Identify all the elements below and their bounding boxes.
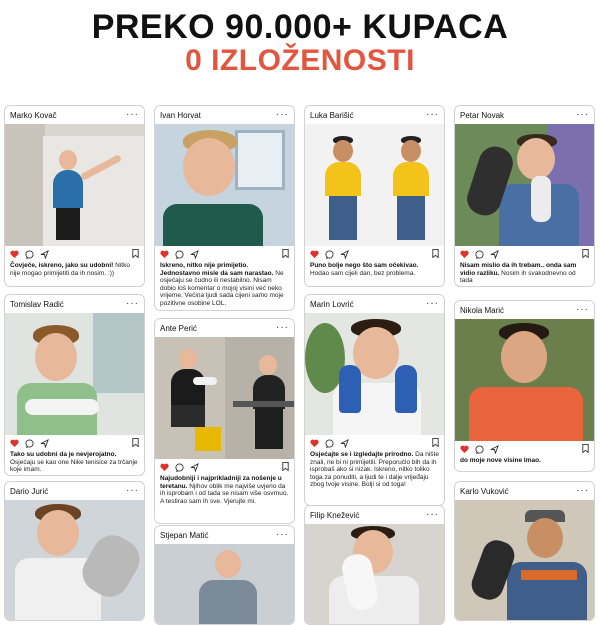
comment-icon[interactable]	[175, 463, 184, 472]
caption-highlight: Iskreno, nitko nije primijetio. Jednostavno misle da sam narastao.	[160, 262, 274, 277]
post-caption	[455, 457, 594, 469]
post-card[interactable]	[454, 300, 595, 472]
caption-highlight: Čovječe, iskreno, jako su udobni!	[10, 262, 114, 269]
post-actions	[455, 246, 594, 262]
post-username[interactable]: Karlo Vuković	[460, 486, 509, 496]
caption-text: Hodao sam cijeli dan, bez problema.	[310, 269, 416, 277]
share-icon[interactable]	[490, 445, 499, 454]
post-username[interactable]: Filip Knežević	[310, 510, 360, 520]
bookmark-icon[interactable]	[582, 249, 589, 258]
more-icon[interactable]: ···	[576, 304, 589, 315]
more-icon[interactable]: ···	[426, 298, 439, 309]
post-username[interactable]: Ivan Horvat	[160, 110, 201, 120]
post-username[interactable]: Nikola Marić	[460, 305, 505, 315]
post-card[interactable]	[4, 481, 145, 621]
post-caption	[305, 262, 444, 281]
post-caption	[5, 262, 144, 281]
post-card[interactable]	[4, 294, 145, 476]
caption-text: Osjećaju se kao one Nike tenisice za trčanje koje imam.	[10, 458, 138, 474]
post-username[interactable]: Marin Lovrić	[310, 299, 354, 309]
heart-icon[interactable]	[10, 439, 19, 447]
more-icon[interactable]: ···	[276, 322, 289, 333]
post-card[interactable]	[304, 505, 445, 625]
post-card[interactable]	[154, 105, 295, 311]
post-photo	[455, 124, 595, 246]
share-icon[interactable]	[190, 463, 199, 472]
more-icon[interactable]: ···	[126, 298, 139, 309]
post-photo	[305, 524, 445, 625]
post-username[interactable]: Tomislav Radić	[10, 299, 64, 309]
share-icon[interactable]	[340, 439, 349, 448]
caption-highlight: Puno bolje nego što sam očekivao.	[310, 262, 419, 269]
headline-exposure: 0 IZLOŽENOSTI	[185, 44, 415, 77]
more-icon[interactable]: ···	[126, 485, 139, 496]
post-actions	[155, 459, 294, 475]
more-icon[interactable]: ···	[126, 109, 139, 120]
post-caption	[155, 475, 294, 509]
post-photo	[5, 124, 145, 246]
more-icon[interactable]: ···	[276, 109, 289, 120]
more-icon[interactable]: ···	[426, 509, 439, 520]
post-username[interactable]: Stjepan Matić	[160, 530, 209, 540]
caption-text: Njihov oblik me najviše uvjerio da ih isprobam i od tada se nisam više osvrnuo. A testirao sam ih sve. Vjerujte mi.	[160, 482, 289, 505]
bookmark-icon[interactable]	[282, 249, 289, 258]
post-actions	[455, 441, 594, 457]
comment-icon[interactable]	[175, 250, 184, 259]
heart-icon[interactable]	[10, 250, 19, 258]
share-icon[interactable]	[340, 250, 349, 259]
post-card[interactable]	[154, 318, 295, 524]
caption-text: Ne osjećaju se čudno ili nestabilno. Nisam dobio loš komentar o mojoj visini već neko vrijeme. Većina ljudi sada cijeni samo moje pozitivne osobine LOL.	[160, 269, 284, 307]
post-card[interactable]	[454, 105, 595, 287]
post-caption	[5, 451, 144, 476]
more-icon[interactable]: ···	[576, 109, 589, 120]
post-username[interactable]: Petar Novak	[460, 110, 505, 120]
more-icon[interactable]: ···	[576, 485, 589, 496]
post-actions	[5, 246, 144, 262]
post-username[interactable]: Luka Barišić	[310, 110, 354, 120]
share-icon[interactable]	[40, 250, 49, 259]
comment-icon[interactable]	[475, 445, 484, 454]
post-card[interactable]	[304, 294, 445, 506]
post-photo	[155, 337, 295, 459]
post-caption	[305, 451, 444, 493]
heart-icon[interactable]	[160, 463, 169, 471]
comment-icon[interactable]	[475, 250, 484, 259]
post-photo	[155, 124, 295, 246]
post-actions	[155, 246, 294, 262]
caption-text: Nosim ih svakodnevno od tada	[460, 269, 576, 285]
comment-icon[interactable]	[325, 250, 334, 259]
post-actions	[5, 435, 144, 451]
share-icon[interactable]	[40, 439, 49, 448]
post-caption	[155, 262, 294, 311]
post-card[interactable]	[154, 525, 295, 625]
share-icon[interactable]	[490, 250, 499, 259]
comment-icon[interactable]	[25, 439, 34, 448]
more-icon[interactable]: ···	[276, 529, 289, 540]
bookmark-icon[interactable]	[132, 438, 139, 447]
post-photo	[5, 500, 145, 621]
heart-icon[interactable]	[460, 250, 469, 258]
post-card[interactable]	[304, 105, 445, 287]
post-card[interactable]	[4, 105, 145, 287]
caption-highlight: Tako su udobni da je nevjerojatno.	[10, 451, 117, 458]
post-username[interactable]: Ante Perić	[160, 323, 197, 333]
post-photo	[305, 313, 445, 435]
caption-highlight: Najudobniji i najprikladniji za nošenje u teretanu.	[160, 475, 282, 490]
bookmark-icon[interactable]	[132, 249, 139, 258]
bookmark-icon[interactable]	[432, 249, 439, 258]
heart-icon[interactable]	[310, 439, 319, 447]
bookmark-icon[interactable]	[582, 444, 589, 453]
comment-icon[interactable]	[25, 250, 34, 259]
post-photo	[305, 124, 445, 246]
post-actions	[305, 246, 444, 262]
post-username[interactable]: Dario Jurić	[10, 486, 49, 496]
post-caption	[455, 262, 594, 287]
heart-icon[interactable]	[460, 445, 469, 453]
bookmark-icon[interactable]	[432, 438, 439, 447]
caption-highlight: do moje nove visine Imao.	[460, 457, 541, 464]
post-photo	[455, 500, 595, 621]
caption-text: Nitko nije mogao primijetiti da ih nosim. :))	[10, 262, 130, 277]
share-icon[interactable]	[190, 250, 199, 259]
post-username[interactable]: Marko Kovač	[10, 110, 57, 120]
heart-icon[interactable]	[310, 250, 319, 258]
caption-highlight: Nisam mislio da ih trebam.. onda sam vidio razliku.	[460, 262, 577, 277]
more-icon[interactable]: ···	[426, 109, 439, 120]
post-photo	[455, 319, 595, 441]
comment-icon[interactable]	[325, 439, 334, 448]
caption-text: Da nište znali, ne bi ni primijetili. Preporučio bih da ih isprobaš ako si nizak. Iskreno, nitko toliko toga za ponuditi, a ljudi te i dalje vrijeđaju zbog tvoje visine. Bolji si od toga!	[310, 451, 439, 489]
bookmark-icon[interactable]	[282, 462, 289, 471]
post-card[interactable]	[454, 481, 595, 621]
post-actions	[305, 435, 444, 451]
headline-customers: PREKO 90.000+ KUPACA	[91, 8, 509, 46]
caption-highlight: Osjećajte se i izgledajte prirodno.	[310, 451, 414, 458]
heart-icon[interactable]	[160, 250, 169, 258]
post-photo	[155, 544, 295, 625]
post-photo	[5, 313, 145, 435]
